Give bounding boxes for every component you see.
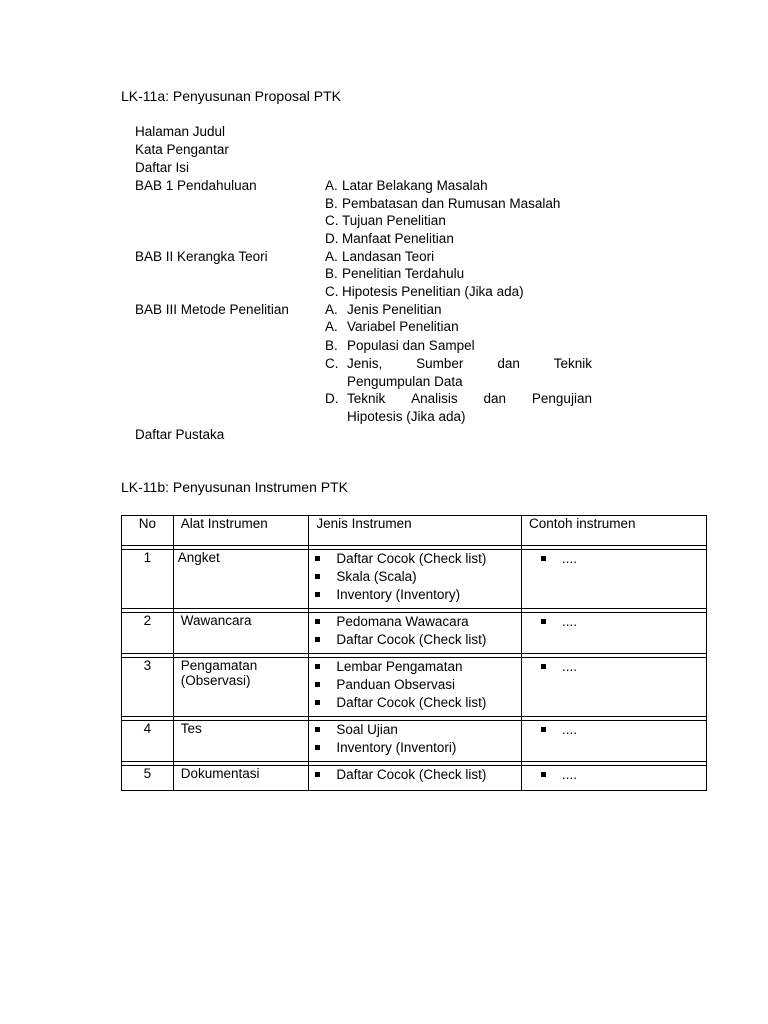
table-header-row: [122, 516, 707, 546]
bab3-sub-5-cont: Hipotesis (Jika ada): [347, 409, 466, 424]
bab1-sub-d: D. Manfaat Penelitian: [325, 231, 454, 246]
list-item: ....: [535, 766, 706, 784]
row-jenis: [309, 658, 522, 717]
header-no: No: [122, 516, 174, 546]
list-item: Daftar Cocok (Check list): [309, 694, 521, 712]
list-item: Inventory (Inventori): [309, 739, 521, 757]
item-halaman-judul: Halaman Judul: [135, 124, 226, 139]
table-row: [122, 658, 707, 717]
bab1-sub-c: C. Tujuan Penelitian: [325, 213, 446, 228]
bab3-label: BAB III Metode Penelitian: [135, 302, 289, 317]
header-jenis-instrumen: Jenis Instrumen: [309, 516, 522, 546]
table-row: [122, 766, 707, 791]
section-b-title: LK-11b: Penyusunan Instrumen PTK: [121, 479, 348, 495]
row-no: 5: [122, 766, 174, 791]
section-a-title: LK-11a: Penyusunan Proposal PTK: [121, 88, 341, 104]
list-item: Lembar Pengamatan: [309, 658, 521, 676]
row-no: 2: [122, 613, 174, 654]
item-kata-pengantar: Kata Pengantar: [135, 142, 229, 157]
bab2-label: BAB II Kerangka Teori: [135, 249, 268, 264]
row-jenis: [309, 721, 522, 762]
bab2-sub-c: C. Hipotesis Penelitian (Jika ada): [325, 284, 524, 299]
bab1-sub-b: B. Pembatasan dan Rumusan Masalah: [325, 196, 561, 211]
bab3-sub-1: A. Jenis Penelitian: [325, 302, 442, 317]
list-item: Soal Ujian: [309, 721, 521, 739]
table-row: [122, 550, 707, 609]
row-jenis: [309, 766, 522, 791]
header-alat-instrumen: Alat Instrumen: [173, 516, 309, 546]
list-item: Panduan Observasi: [309, 676, 521, 694]
instrument-table: [121, 515, 707, 791]
list-item: Daftar Cocok (Check list): [309, 550, 521, 568]
bab1-sub-a: A. Latar Belakang Masalah: [325, 178, 488, 193]
row-contoh: [522, 658, 707, 717]
list-item: Daftar Cocok (Check list): [309, 631, 521, 649]
row-contoh: [522, 766, 707, 791]
row-no: 3: [122, 658, 174, 717]
row-no: 4: [122, 721, 174, 762]
list-item: ....: [535, 658, 706, 676]
item-daftar-isi: Daftar Isi: [135, 160, 190, 175]
row-alat: Tes: [173, 721, 309, 762]
item-daftar-pustaka: Daftar Pustaka: [135, 427, 225, 442]
list-item: Pedomana Wawacara: [309, 613, 521, 631]
bab3-sub-4: C. Jenis, Sumber dan Teknik: [325, 356, 592, 371]
list-item: ....: [535, 550, 706, 568]
bab3-sub-2: A. Variabel Penelitian: [325, 319, 459, 334]
row-no: 1: [122, 550, 174, 609]
row-contoh: [522, 613, 707, 654]
list-item: Skala (Scala): [309, 568, 521, 586]
table-row: [122, 721, 707, 762]
bab2-sub-b: B. Penelitian Terdahulu: [325, 266, 465, 281]
header-contoh-instrumen: Contoh instrumen: [522, 516, 707, 546]
bab3-sub-4-cont: Pengumpulan Data: [347, 374, 463, 389]
row-jenis: [309, 613, 522, 654]
list-item: Daftar Cocok (Check list): [309, 766, 521, 784]
row-alat: Wawancara: [173, 613, 309, 654]
bab3-sub-5: D. Teknik Analisis dan Pengujian: [325, 391, 592, 406]
list-item: Inventory (Inventory): [309, 586, 521, 604]
bab2-sub-a: A. Landasan Teori: [325, 249, 435, 264]
bab1-label: BAB 1 Pendahuluan: [135, 178, 257, 193]
row-contoh: [522, 550, 707, 609]
bab3-sub-3: B. Populasi dan Sampel: [325, 338, 475, 353]
list-item: ....: [535, 721, 706, 739]
table-row: [122, 613, 707, 654]
row-alat: Pengamatan (Observasi): [173, 658, 309, 717]
row-contoh: [522, 721, 707, 762]
row-alat: Dokumentasi: [173, 766, 309, 791]
list-item: ....: [535, 613, 706, 631]
row-jenis: [309, 550, 522, 609]
row-alat: Angket: [173, 550, 309, 609]
